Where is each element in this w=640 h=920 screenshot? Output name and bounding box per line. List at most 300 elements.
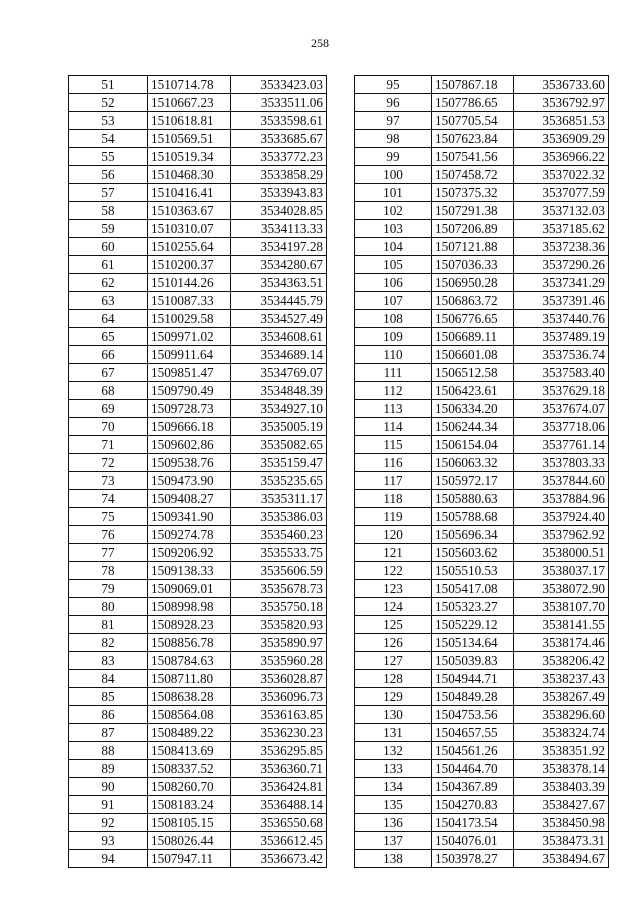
point-number-cell: 87 (69, 724, 148, 742)
x-coordinate-cell: 1509408.27 (148, 490, 231, 508)
point-number-cell: 93 (69, 832, 148, 850)
y-coordinate-cell: 3535386.03 (231, 508, 327, 526)
y-coordinate-cell: 3538107.70 (514, 598, 609, 616)
table-row (69, 544, 327, 562)
table-row (69, 202, 327, 220)
x-coordinate-cell: 1510255.64 (148, 238, 231, 256)
x-coordinate-cell: 1506950.28 (432, 274, 514, 292)
x-coordinate-cell: 1506776.65 (432, 310, 514, 328)
y-coordinate-cell: 3537238.36 (514, 238, 609, 256)
y-coordinate-cell: 3536612.45 (231, 832, 327, 850)
y-coordinate-cell: 3534927.10 (231, 400, 327, 418)
x-coordinate-cell: 1508413.69 (148, 742, 231, 760)
table-row (69, 454, 327, 472)
table-row (355, 310, 609, 328)
x-coordinate-cell: 1505603.62 (432, 544, 514, 562)
y-coordinate-cell: 3536028.87 (231, 670, 327, 688)
table-row (355, 796, 609, 814)
y-coordinate-cell: 3537803.33 (514, 454, 609, 472)
point-number-cell: 114 (355, 418, 432, 436)
point-number-cell: 92 (69, 814, 148, 832)
table-row (69, 742, 327, 760)
point-number-cell: 96 (355, 94, 432, 112)
x-coordinate-cell: 1508105.15 (148, 814, 231, 832)
x-coordinate-cell: 1506154.04 (432, 436, 514, 454)
table-row (69, 832, 327, 850)
point-number-cell: 68 (69, 382, 148, 400)
x-coordinate-cell: 1508998.98 (148, 598, 231, 616)
y-coordinate-cell: 3537884.96 (514, 490, 609, 508)
table-row (69, 364, 327, 382)
point-number-cell: 125 (355, 616, 432, 634)
table-row (69, 634, 327, 652)
y-coordinate-cell: 3538267.49 (514, 688, 609, 706)
point-number-cell: 77 (69, 544, 148, 562)
point-number-cell: 103 (355, 220, 432, 238)
point-number-cell: 104 (355, 238, 432, 256)
x-coordinate-cell: 1510667.23 (148, 94, 231, 112)
x-coordinate-cell: 1505696.34 (432, 526, 514, 544)
table-row (69, 130, 327, 148)
table-row (355, 418, 609, 436)
y-coordinate-cell: 3533943.83 (231, 184, 327, 202)
y-coordinate-cell: 3538174.46 (514, 634, 609, 652)
x-coordinate-cell: 1508260.70 (148, 778, 231, 796)
x-coordinate-cell: 1510618.81 (148, 112, 231, 130)
y-coordinate-cell: 3533511.06 (231, 94, 327, 112)
x-coordinate-cell: 1510310.07 (148, 220, 231, 238)
x-coordinate-cell: 1505134.64 (432, 634, 514, 652)
y-coordinate-cell: 3534527.49 (231, 310, 327, 328)
table-row (355, 94, 609, 112)
point-number-cell: 57 (69, 184, 148, 202)
table-row (355, 400, 609, 418)
x-coordinate-cell: 1506601.08 (432, 346, 514, 364)
point-number-cell: 83 (69, 652, 148, 670)
x-coordinate-cell: 1506689.11 (432, 328, 514, 346)
x-coordinate-cell: 1509274.78 (148, 526, 231, 544)
point-number-cell: 105 (355, 256, 432, 274)
y-coordinate-cell: 3535678.73 (231, 580, 327, 598)
table-row (69, 400, 327, 418)
table-row (69, 148, 327, 166)
y-coordinate-cell: 3535606.59 (231, 562, 327, 580)
y-coordinate-cell: 3534445.79 (231, 292, 327, 310)
table-row (69, 256, 327, 274)
table-row (69, 508, 327, 526)
y-coordinate-cell: 3538296.60 (514, 706, 609, 724)
y-coordinate-cell: 3535460.23 (231, 526, 327, 544)
point-number-cell: 73 (69, 472, 148, 490)
y-coordinate-cell: 3537290.26 (514, 256, 609, 274)
point-number-cell: 107 (355, 292, 432, 310)
x-coordinate-cell: 1509138.33 (148, 562, 231, 580)
y-coordinate-cell: 3537489.19 (514, 328, 609, 346)
x-coordinate-cell: 1509851.47 (148, 364, 231, 382)
x-coordinate-cell: 1510416.41 (148, 184, 231, 202)
y-coordinate-cell: 3535082.65 (231, 436, 327, 454)
table-row (355, 562, 609, 580)
y-coordinate-cell: 3534689.14 (231, 346, 327, 364)
table-row (355, 346, 609, 364)
table-row (355, 616, 609, 634)
x-coordinate-cell: 1507623.84 (432, 130, 514, 148)
y-coordinate-cell: 3538494.67 (514, 850, 609, 868)
x-coordinate-cell: 1509911.64 (148, 346, 231, 364)
y-coordinate-cell: 3533858.29 (231, 166, 327, 184)
x-coordinate-cell: 1505510.53 (432, 562, 514, 580)
x-coordinate-cell: 1505972.17 (432, 472, 514, 490)
y-coordinate-cell: 3538427.67 (514, 796, 609, 814)
table-row (69, 706, 327, 724)
x-coordinate-cell: 1510569.51 (148, 130, 231, 148)
x-coordinate-cell: 1504849.28 (432, 688, 514, 706)
point-number-cell: 137 (355, 832, 432, 850)
y-coordinate-cell: 3536909.29 (514, 130, 609, 148)
x-coordinate-cell: 1509206.92 (148, 544, 231, 562)
x-coordinate-cell: 1509341.90 (148, 508, 231, 526)
x-coordinate-cell: 1504367.89 (432, 778, 514, 796)
y-coordinate-cell: 3538450.98 (514, 814, 609, 832)
y-coordinate-cell: 3538141.55 (514, 616, 609, 634)
x-coordinate-cell: 1506512.58 (432, 364, 514, 382)
table-row (69, 778, 327, 796)
x-coordinate-cell: 1509069.01 (148, 580, 231, 598)
x-coordinate-cell: 1507705.54 (432, 112, 514, 130)
table-row (355, 292, 609, 310)
y-coordinate-cell: 3536163.85 (231, 706, 327, 724)
x-coordinate-cell: 1510519.34 (148, 148, 231, 166)
x-coordinate-cell: 1507036.33 (432, 256, 514, 274)
table-row (69, 238, 327, 256)
point-number-cell: 51 (69, 76, 148, 94)
point-number-cell: 69 (69, 400, 148, 418)
table-row (355, 598, 609, 616)
table-row (355, 436, 609, 454)
table-row (69, 184, 327, 202)
table-row (69, 760, 327, 778)
x-coordinate-cell: 1507121.88 (432, 238, 514, 256)
table-row (69, 688, 327, 706)
x-coordinate-cell: 1508489.22 (148, 724, 231, 742)
point-number-cell: 118 (355, 490, 432, 508)
x-coordinate-cell: 1505417.08 (432, 580, 514, 598)
point-number-cell: 128 (355, 670, 432, 688)
x-coordinate-cell: 1509666.18 (148, 418, 231, 436)
table-row (355, 652, 609, 670)
y-coordinate-cell: 3534113.33 (231, 220, 327, 238)
point-number-cell: 95 (355, 76, 432, 94)
table-row (355, 742, 609, 760)
y-coordinate-cell: 3536424.81 (231, 778, 327, 796)
point-number-cell: 134 (355, 778, 432, 796)
point-number-cell: 54 (69, 130, 148, 148)
coordinate-table-right (354, 75, 609, 868)
table-row (69, 562, 327, 580)
x-coordinate-cell: 1510714.78 (148, 76, 231, 94)
x-coordinate-cell: 1507206.89 (432, 220, 514, 238)
y-coordinate-cell: 3537536.74 (514, 346, 609, 364)
point-number-cell: 120 (355, 526, 432, 544)
y-coordinate-cell: 3537844.60 (514, 472, 609, 490)
x-coordinate-cell: 1508856.78 (148, 634, 231, 652)
point-number-cell: 123 (355, 580, 432, 598)
table-row (355, 760, 609, 778)
point-number-cell: 108 (355, 310, 432, 328)
x-coordinate-cell: 1505039.83 (432, 652, 514, 670)
x-coordinate-cell: 1510363.67 (148, 202, 231, 220)
y-coordinate-cell: 3536096.73 (231, 688, 327, 706)
table-row (69, 328, 327, 346)
point-number-cell: 60 (69, 238, 148, 256)
point-number-cell: 91 (69, 796, 148, 814)
table-row (355, 148, 609, 166)
table-row (69, 670, 327, 688)
x-coordinate-cell: 1506423.61 (432, 382, 514, 400)
x-coordinate-cell: 1504561.26 (432, 742, 514, 760)
point-number-cell: 109 (355, 328, 432, 346)
point-number-cell: 65 (69, 328, 148, 346)
y-coordinate-cell: 3533685.67 (231, 130, 327, 148)
table-row (355, 634, 609, 652)
point-number-cell: 106 (355, 274, 432, 292)
y-coordinate-cell: 3537674.07 (514, 400, 609, 418)
y-coordinate-cell: 3536360.71 (231, 760, 327, 778)
y-coordinate-cell: 3538473.31 (514, 832, 609, 850)
y-coordinate-cell: 3536488.14 (231, 796, 327, 814)
point-number-cell: 90 (69, 778, 148, 796)
y-coordinate-cell: 3537077.59 (514, 184, 609, 202)
y-coordinate-cell: 3536966.22 (514, 148, 609, 166)
x-coordinate-cell: 1504753.56 (432, 706, 514, 724)
table-row (69, 652, 327, 670)
x-coordinate-cell: 1504076.01 (432, 832, 514, 850)
point-number-cell: 64 (69, 310, 148, 328)
table-row (355, 328, 609, 346)
point-number-cell: 131 (355, 724, 432, 742)
y-coordinate-cell: 3536792.97 (514, 94, 609, 112)
point-number-cell: 130 (355, 706, 432, 724)
y-coordinate-cell: 3538378.14 (514, 760, 609, 778)
y-coordinate-cell: 3537022.32 (514, 166, 609, 184)
y-coordinate-cell: 3537132.03 (514, 202, 609, 220)
point-number-cell: 100 (355, 166, 432, 184)
point-number-cell: 52 (69, 94, 148, 112)
x-coordinate-cell: 1509971.02 (148, 328, 231, 346)
x-coordinate-cell: 1509728.73 (148, 400, 231, 418)
x-coordinate-cell: 1510200.37 (148, 256, 231, 274)
table-row (69, 796, 327, 814)
x-coordinate-cell: 1505880.63 (432, 490, 514, 508)
point-number-cell: 124 (355, 598, 432, 616)
y-coordinate-cell: 3536550.68 (231, 814, 327, 832)
point-number-cell: 66 (69, 346, 148, 364)
point-number-cell: 88 (69, 742, 148, 760)
page-number: 258 (311, 36, 329, 50)
point-number-cell: 110 (355, 346, 432, 364)
table-row (355, 382, 609, 400)
y-coordinate-cell: 3535890.97 (231, 634, 327, 652)
point-number-cell: 112 (355, 382, 432, 400)
x-coordinate-cell: 1504270.83 (432, 796, 514, 814)
point-number-cell: 133 (355, 760, 432, 778)
point-number-cell: 138 (355, 850, 432, 868)
point-number-cell: 122 (355, 562, 432, 580)
y-coordinate-cell: 3538206.42 (514, 652, 609, 670)
y-coordinate-cell: 3536733.60 (514, 76, 609, 94)
x-coordinate-cell: 1504173.54 (432, 814, 514, 832)
y-coordinate-cell: 3538237.43 (514, 670, 609, 688)
x-coordinate-cell: 1506863.72 (432, 292, 514, 310)
point-number-cell: 55 (69, 148, 148, 166)
point-number-cell: 76 (69, 526, 148, 544)
point-number-cell: 62 (69, 274, 148, 292)
y-coordinate-cell: 3538324.74 (514, 724, 609, 742)
point-number-cell: 136 (355, 814, 432, 832)
x-coordinate-cell: 1508928.23 (148, 616, 231, 634)
y-coordinate-cell: 3535311.17 (231, 490, 327, 508)
x-coordinate-cell: 1506244.34 (432, 418, 514, 436)
table-row (355, 184, 609, 202)
point-number-cell: 86 (69, 706, 148, 724)
x-coordinate-cell: 1505229.12 (432, 616, 514, 634)
table-row (69, 166, 327, 184)
point-number-cell: 67 (69, 364, 148, 382)
table-row (355, 778, 609, 796)
y-coordinate-cell: 3535005.19 (231, 418, 327, 436)
point-number-cell: 63 (69, 292, 148, 310)
y-coordinate-cell: 3534848.39 (231, 382, 327, 400)
point-number-cell: 101 (355, 184, 432, 202)
point-number-cell: 111 (355, 364, 432, 382)
table-row (355, 130, 609, 148)
x-coordinate-cell: 1510144.26 (148, 274, 231, 292)
x-coordinate-cell: 1508564.08 (148, 706, 231, 724)
table-row (69, 220, 327, 238)
table-row (69, 490, 327, 508)
point-number-cell: 115 (355, 436, 432, 454)
y-coordinate-cell: 3534363.51 (231, 274, 327, 292)
table-row (69, 310, 327, 328)
table-row (69, 526, 327, 544)
x-coordinate-cell: 1509790.49 (148, 382, 231, 400)
point-number-cell: 56 (69, 166, 148, 184)
table-row (69, 274, 327, 292)
y-coordinate-cell: 3537761.14 (514, 436, 609, 454)
table-row (355, 526, 609, 544)
y-coordinate-cell: 3537185.62 (514, 220, 609, 238)
x-coordinate-cell: 1507375.32 (432, 184, 514, 202)
x-coordinate-cell: 1508711.80 (148, 670, 231, 688)
table-row (355, 472, 609, 490)
y-coordinate-cell: 3534197.28 (231, 238, 327, 256)
point-number-cell: 70 (69, 418, 148, 436)
x-coordinate-cell: 1506063.32 (432, 454, 514, 472)
point-number-cell: 117 (355, 472, 432, 490)
point-number-cell: 126 (355, 634, 432, 652)
point-number-cell: 127 (355, 652, 432, 670)
x-coordinate-cell: 1507291.38 (432, 202, 514, 220)
point-number-cell: 116 (355, 454, 432, 472)
point-number-cell: 99 (355, 148, 432, 166)
point-number-cell: 79 (69, 580, 148, 598)
y-coordinate-cell: 3537924.40 (514, 508, 609, 526)
point-number-cell: 94 (69, 850, 148, 868)
y-coordinate-cell: 3534608.61 (231, 328, 327, 346)
y-coordinate-cell: 3537718.06 (514, 418, 609, 436)
y-coordinate-cell: 3538351.92 (514, 742, 609, 760)
table-row (69, 850, 327, 868)
point-number-cell: 132 (355, 742, 432, 760)
x-coordinate-cell: 1508337.52 (148, 760, 231, 778)
y-coordinate-cell: 3536295.85 (231, 742, 327, 760)
table-row (355, 238, 609, 256)
table-row (355, 202, 609, 220)
table-row (355, 112, 609, 130)
x-coordinate-cell: 1504944.71 (432, 670, 514, 688)
y-coordinate-cell: 3533598.61 (231, 112, 327, 130)
table-row (69, 94, 327, 112)
x-coordinate-cell: 1508026.44 (148, 832, 231, 850)
table-row (355, 724, 609, 742)
table-row (355, 454, 609, 472)
point-number-cell: 59 (69, 220, 148, 238)
table-row (69, 814, 327, 832)
table-row (355, 256, 609, 274)
x-coordinate-cell: 1507458.72 (432, 166, 514, 184)
y-coordinate-cell: 3534769.07 (231, 364, 327, 382)
point-number-cell: 53 (69, 112, 148, 130)
y-coordinate-cell: 3537341.29 (514, 274, 609, 292)
point-number-cell: 102 (355, 202, 432, 220)
y-coordinate-cell: 3535235.65 (231, 472, 327, 490)
point-number-cell: 98 (355, 130, 432, 148)
point-number-cell: 84 (69, 670, 148, 688)
point-number-cell: 81 (69, 616, 148, 634)
x-coordinate-cell: 1510087.33 (148, 292, 231, 310)
point-number-cell: 82 (69, 634, 148, 652)
y-coordinate-cell: 3538072.90 (514, 580, 609, 598)
point-number-cell: 121 (355, 544, 432, 562)
point-number-cell: 97 (355, 112, 432, 130)
coordinate-table-left (68, 75, 327, 868)
point-number-cell: 58 (69, 202, 148, 220)
x-coordinate-cell: 1505788.68 (432, 508, 514, 526)
y-coordinate-cell: 3535533.75 (231, 544, 327, 562)
y-coordinate-cell: 3537583.40 (514, 364, 609, 382)
y-coordinate-cell: 3537962.92 (514, 526, 609, 544)
x-coordinate-cell: 1508638.28 (148, 688, 231, 706)
table-row (355, 166, 609, 184)
y-coordinate-cell: 3537440.76 (514, 310, 609, 328)
x-coordinate-cell: 1509602.86 (148, 436, 231, 454)
table-row (355, 814, 609, 832)
y-coordinate-cell: 3535960.28 (231, 652, 327, 670)
table-row (69, 724, 327, 742)
x-coordinate-cell: 1507541.56 (432, 148, 514, 166)
table-row (355, 274, 609, 292)
y-coordinate-cell: 3533772.23 (231, 148, 327, 166)
table-row (69, 598, 327, 616)
point-number-cell: 78 (69, 562, 148, 580)
table-row (355, 508, 609, 526)
table-row (69, 292, 327, 310)
table-row (69, 436, 327, 454)
table-row (355, 490, 609, 508)
point-number-cell: 89 (69, 760, 148, 778)
point-number-cell: 135 (355, 796, 432, 814)
table-row (355, 544, 609, 562)
